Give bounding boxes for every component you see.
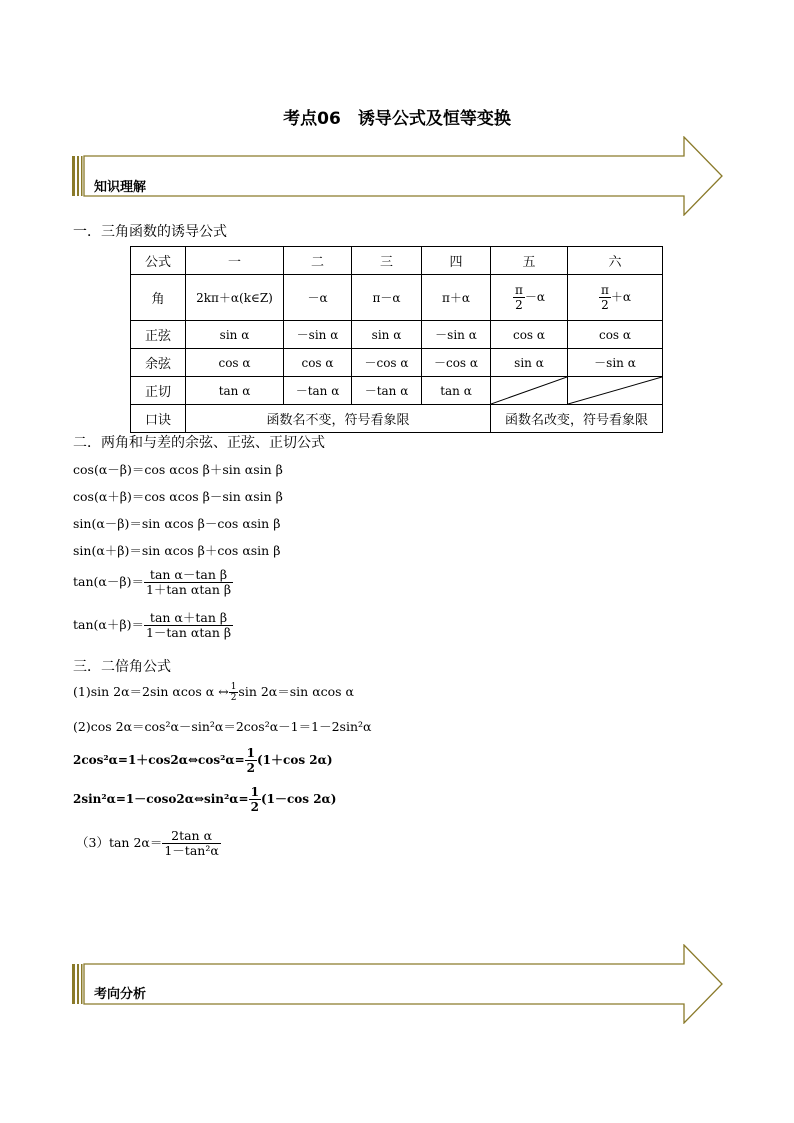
table-cell: sin α [352, 321, 422, 349]
mnemonic-cell: 函数名不变，符号看象限 [186, 405, 491, 433]
formula-double-angle: 2cos²α=1＋cos2α⇔cos²α= $\frac{1}{2}$ (1＋cos 2α) [73, 746, 333, 775]
fraction: $\frac{\pi}{2}$ [601, 283, 609, 312]
formula: cos(α－β)＝cos αcos β＋sin αsin β [73, 462, 283, 477]
row-label-sin: 正弦 [131, 321, 186, 349]
table-header: 六 [568, 247, 663, 275]
fraction: $\frac{\text{tan α＋tan β}}{\text{1－tan αtan β}}$ [145, 610, 232, 640]
section-heading-2: 二．两角和与差的余弦、正弦、正切公式 [73, 435, 325, 451]
formula-fraction: tan(α－β)＝ $\frac{\text{tan α－tan β}}{\text{1＋tan αtan β}}$ [73, 567, 232, 597]
formula: sin(α－β)＝sin αcos β－cos αsin β [73, 516, 281, 531]
row-label-mnemonic: 口诀 [131, 405, 186, 433]
table-header: 二 [284, 247, 352, 275]
table-cell: －cos α [422, 349, 491, 377]
fraction: $\frac{\text{tan α－tan β}}{\text{1＋tan αtan β}}$ [145, 567, 232, 597]
formula: cos(α＋β)＝cos αcos β－sin αsin β [73, 489, 283, 504]
fraction: $\frac{\pi}{2}$ [515, 283, 523, 312]
diagonal-line-icon [568, 377, 662, 404]
fraction: $\frac{1}{2}$ [250, 785, 259, 814]
induction-formula-table [130, 246, 663, 433]
table-cell: －sin α [568, 349, 663, 377]
banner-label: 考向分析 [94, 987, 147, 1002]
table-cell: －sin α [422, 321, 491, 349]
table-header: 五 [491, 247, 568, 275]
formula-fraction: tan(α＋β)＝ $\frac{\text{tan α＋tan β}}{\text{1－tan αtan β}}$ [73, 610, 232, 640]
section-banner-knowledge [70, 136, 724, 216]
table-cell: cos α [568, 321, 663, 349]
table-cell: tan α [422, 377, 491, 405]
table-cell: cos α [186, 349, 284, 377]
table-cell: $\frac{\pi}{2}$ －α [491, 275, 568, 321]
page-title: 考点06 诱导公式及恒等变换 [283, 109, 511, 129]
table-cell: sin α [186, 321, 284, 349]
table-cell: cos α [491, 321, 568, 349]
formula-double-angle: (2)cos 2α＝cos²α－sin²α＝2cos²α－1＝1－2sin²α [73, 719, 372, 734]
row-label-cos: 余弦 [131, 349, 186, 377]
table-cell: －tan α [352, 377, 422, 405]
table-cell: π＋α [422, 275, 491, 321]
table-cell: sin α [491, 349, 568, 377]
table-header: 一 [186, 247, 284, 275]
fraction: $\frac{\text{2tan α}}{\text{1－tan²α}}$ [164, 828, 219, 858]
row-label-angle: 角 [131, 275, 186, 321]
section-heading-3: 三．二倍角公式 [73, 659, 171, 675]
arrow-banner-icon [70, 136, 724, 216]
table-header: 公式 [131, 247, 186, 275]
section-heading-1: 一．三角函数的诱导公式 [73, 224, 227, 240]
formula-double-angle: (1)sin 2α＝2sin αcos α ↔ $\frac{1}{2}$ sin 2α＝sin αcos α [73, 682, 354, 703]
table-cell: －sin α [284, 321, 352, 349]
fraction: $\frac{1}{2}$ [246, 746, 255, 775]
table-cell: π－α [352, 275, 422, 321]
table-cell: －α [284, 275, 352, 321]
formula: sin(α＋β)＝sin αcos β＋cos αsin β [73, 543, 281, 558]
banner-label: 知识理解 [94, 180, 147, 195]
table-cell: 2kπ＋α(k∈Z) [186, 275, 284, 321]
table-header: 三 [352, 247, 422, 275]
table-cell: －tan α [284, 377, 352, 405]
table-cell-empty [491, 377, 568, 405]
section-banner-analysis [70, 944, 724, 1024]
table-cell: cos α [284, 349, 352, 377]
mnemonic-cell: 函数名改变，符号看象限 [491, 405, 663, 433]
table-cell: $\frac{\pi}{2}$ ＋α [568, 275, 663, 321]
table-cell: －cos α [352, 349, 422, 377]
diagonal-line-icon [491, 377, 567, 404]
table-cell-empty [568, 377, 663, 405]
row-label-tan: 正切 [131, 377, 186, 405]
table-cell: tan α [186, 377, 284, 405]
table-header: 四 [422, 247, 491, 275]
fraction: $\frac{1}{2}$ [230, 682, 237, 703]
formula-double-angle: 2sin²α=1－coso2α⇔sin²α= $\frac{1}{2}$ (1－cos 2α) [73, 785, 337, 814]
formula-fraction: （3）tan 2α＝ $\frac{\text{2tan α}}{\text{1－tan²α}}$ [76, 828, 219, 858]
arrow-banner-icon [70, 944, 724, 1024]
